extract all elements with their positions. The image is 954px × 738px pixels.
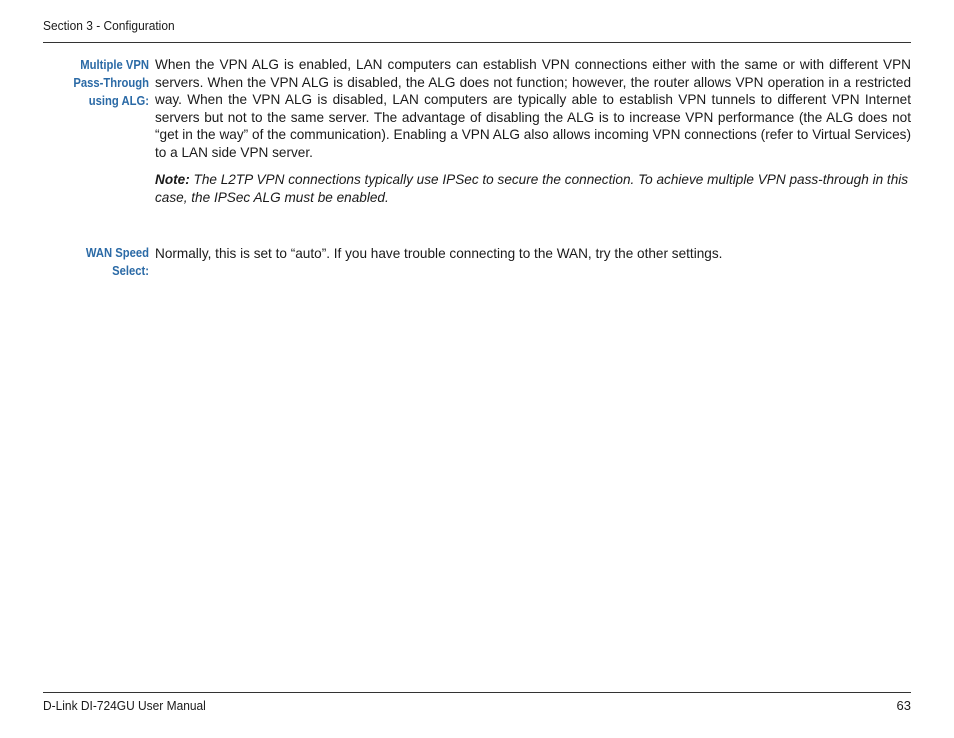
note-label: Note: xyxy=(155,172,190,187)
section-header: Section 3 - Configuration xyxy=(43,18,175,33)
term-line: Pass-Through xyxy=(73,76,149,90)
manual-title: D-Link DI-724GU User Manual xyxy=(43,698,206,713)
note-l2tp xyxy=(155,171,915,206)
term-wan-speed xyxy=(41,244,149,280)
note-text: The L2TP VPN connections typically use IPSec to secure the connection. To achieve multiple VPN pass-through in this case, the IPSec ALG must be enabled. xyxy=(155,172,909,205)
term-multiple-vpn xyxy=(41,56,149,110)
header-divider xyxy=(43,42,911,43)
footer-divider xyxy=(43,692,911,693)
term-line: WAN Speed xyxy=(85,246,149,260)
term-line: Select: xyxy=(112,264,149,278)
page-number: 63 xyxy=(896,698,911,713)
description-wan-speed: Normally, this is set to “auto”. If you have trouble connecting to the WAN, try the other settings. xyxy=(155,246,723,261)
term-line: Multiple VPN xyxy=(80,58,149,72)
description-multiple-vpn: When the VPN ALG is enabled, LAN computers can establish VPN connections either with the same or with different VPN servers. When the VPN ALG is disabled, the ALG does not function; however, the router allows VPN operation in a restricted way. When the VPN ALG is disabled, LAN computers are typically able to establish VPN tunnels to different VPN Internet servers but not to the same server. The advantage of disabling the ALG is to increase VPN performance (the ALG does not “get in the way” of the communication). Enabling a VPN ALG also allows incoming VPN connections (refer to Virtual Services) to a LAN side VPN server. xyxy=(155,57,911,160)
term-line: using ALG: xyxy=(88,94,149,108)
